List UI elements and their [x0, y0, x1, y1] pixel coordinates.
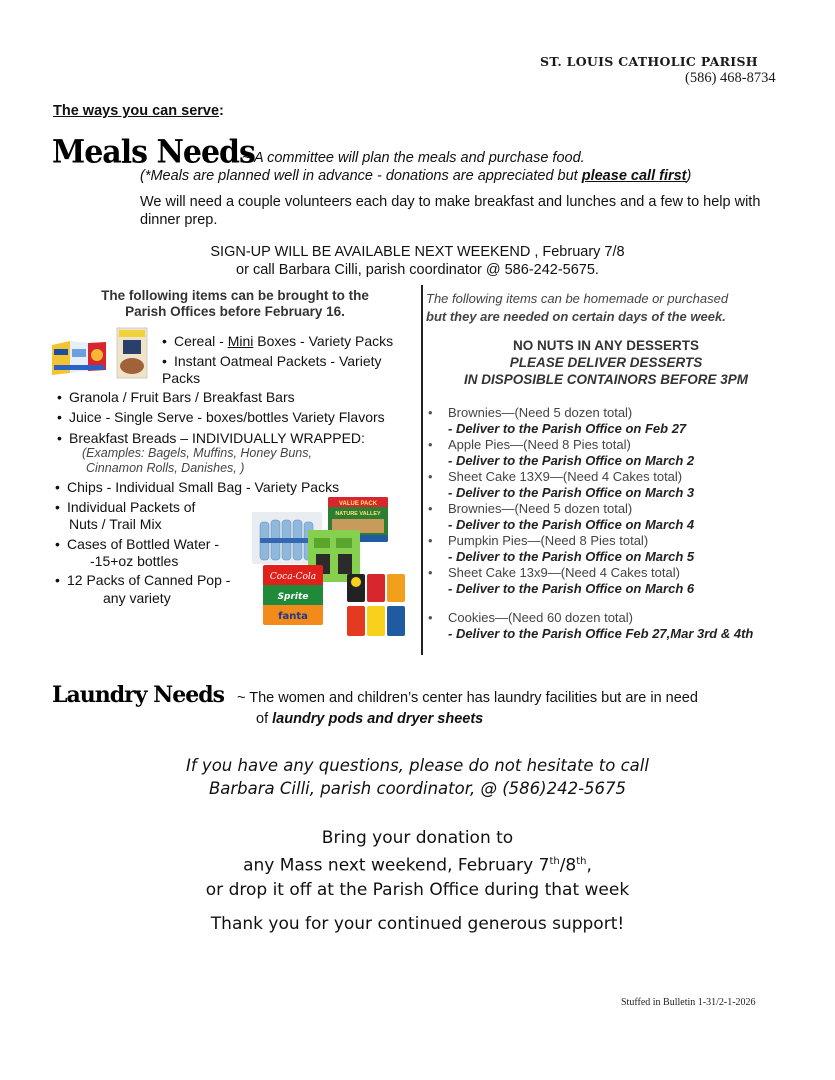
please-call-first: please call first [581, 168, 687, 184]
ways-heading [53, 103, 224, 119]
donation-line-3: or drop it off at the Parish Office during that week [205, 879, 630, 900]
column-divider [421, 285, 423, 655]
meals-note-prefix: (*Meals are planned well in advance - donations are appreciated but [140, 168, 582, 184]
contact-line-2: Barbara Cilli, parish coordinator, @ (586)242-5675 [208, 779, 627, 798]
oatmeal-box-image [115, 326, 149, 380]
left-column-heading [70, 288, 400, 320]
meals-note [140, 168, 691, 184]
containers-warning: IN DISPOSIBLE CONTAINORS BEFORE 3PM [463, 372, 749, 387]
signup-notice [0, 243, 835, 279]
dessert-warnings [426, 337, 786, 388]
meals-tagline: ~ A committee will plan the meals and purchase food. [242, 150, 585, 166]
left-heading-line-1: The following items can be brought to the [101, 288, 369, 303]
parish-name: ST. LOUIS CATHOLIC PARISH [540, 54, 758, 69]
meals-note-suffix: ) [686, 168, 692, 184]
list-item-water: • Cases of Bottled Water - [55, 536, 219, 552]
granola-label: VALUE PACK [338, 501, 378, 507]
laundry-items: laundry pods and dryer sheets [272, 711, 484, 727]
list-item-juice: • Juice - Single Serve - boxes/bottles Variety Flavors [57, 409, 385, 425]
donation-info [0, 826, 835, 902]
bread-examples-line-2: Cinnamon Rolls, Danishes, ) [86, 461, 245, 475]
laundry-text-line-2: of laundry pods and dryer sheets [256, 711, 484, 727]
dessert-item: • Pumpkin Pies—(Need 8 Pies total) - Deliver to the Parish Office on March 5 [428, 533, 695, 564]
list-item-breads: • Breakfast Breads – INDIVIDUALLY WRAPPED: [57, 430, 365, 446]
left-heading-line-2: Parish Offices before February 16. [125, 304, 345, 319]
signup-line-1: SIGN-UP WILL BE AVAILABLE NEXT WEEKEND , February 7/8 [210, 244, 625, 260]
list-item-water-line-2: -15+oz bottles [90, 553, 179, 569]
list-item-granola: • Granola / Fruit Bars / Breakfast Bars [57, 389, 295, 405]
dessert-item: • Brownies—(Need 5 dozen total) - Deliver to the Parish Office on Feb 27 [428, 405, 687, 436]
volunteers-text: We will need a couple volunteers each day to make breakfast and lunches and a few to help with dinner prep. [140, 194, 761, 228]
no-nuts-warning: NO NUTS IN ANY DESSERTS [512, 338, 700, 353]
contact-info [0, 754, 835, 800]
list-item-nuts: • Individual Packets of [55, 499, 196, 515]
thank-you-message: Thank you for your continued generous support! [210, 914, 625, 934]
dessert-item: • Brownies—(Need 5 dozen total) - Deliver to the Parish Office on March 4 [428, 501, 695, 532]
chips-bags-image [345, 572, 407, 638]
list-item-cereal: • Cereal - Mini Boxes - Variety Packs [162, 333, 394, 349]
right-column-heading [426, 290, 806, 326]
list-item-pop: • 12 Packs of Canned Pop - [55, 572, 231, 588]
donation-line-1: Bring your donation to [321, 828, 514, 848]
donation-line-2: any Mass next weekend, February 7th/8th, [243, 855, 592, 876]
right-heading-line-1: The following items can be homemade or purchased [426, 291, 729, 306]
soda-label-coke: Coca-Cola [269, 572, 317, 582]
right-heading-line-2: but they are needed on certain days of the week. [426, 309, 726, 324]
list-item-oatmeal: • Instant Oatmeal Packets - Variety Packs [162, 353, 382, 386]
ways-colon: : [219, 103, 224, 119]
ways-label: The ways you can serve [53, 103, 220, 119]
soda-label-sprite: Sprite [277, 592, 309, 602]
soda-label-fanta: fanta [278, 611, 308, 622]
laundry-text-line-1: ~ The women and children’s center has laundry facilities but are in need [237, 690, 698, 706]
dessert-item: • Sheet Cake 13x9—(Need 4 Cakes total) - Deliver to the Parish Office on March 6 [428, 565, 695, 596]
meals-needs-title: Meals Needs [52, 134, 255, 171]
cereal-boxes-image [50, 337, 108, 377]
laundry-needs-title: Laundry Needs [52, 682, 225, 708]
contact-line-1: If you have any questions, please do not hesitate to call [186, 756, 649, 775]
parish-phone: (586) 468-8734 [685, 70, 776, 86]
bread-examples-line-1: (Examples: Bagels, Muffins, Honey Buns, [82, 446, 312, 460]
dessert-item: • Apple Pies—(Need 8 Pies total) - Deliver to the Parish Office on March 2 [428, 437, 695, 468]
list-item-nuts-line-2: Nuts / Trail Mix [69, 516, 162, 532]
soda-packs-image [263, 565, 323, 625]
dessert-item: • Cookies—(Need 60 dozen total) - Deliver to the Parish Office Feb 27,Mar 3rd & 4th [428, 610, 754, 641]
list-item-pop-line-2: any variety [103, 590, 171, 606]
bulletin-footer: Stuffed in Bulletin 1-31/2-1-2026 [621, 997, 756, 1008]
dessert-item: • Sheet Cake 13X9—(Need 4 Cakes total) - Deliver to the Parish Office on March 3 [428, 469, 695, 500]
signup-line-2: or call Barbara Cilli, parish coordinator @ 586-242-5675. [236, 262, 599, 278]
granola-brand: NATURE VALLEY [335, 511, 381, 517]
deliver-desserts-warning: PLEASE DELIVER DESSERTS [509, 355, 703, 370]
list-item-chips: • Chips - Individual Small Bag - Variety Packs [55, 479, 340, 495]
